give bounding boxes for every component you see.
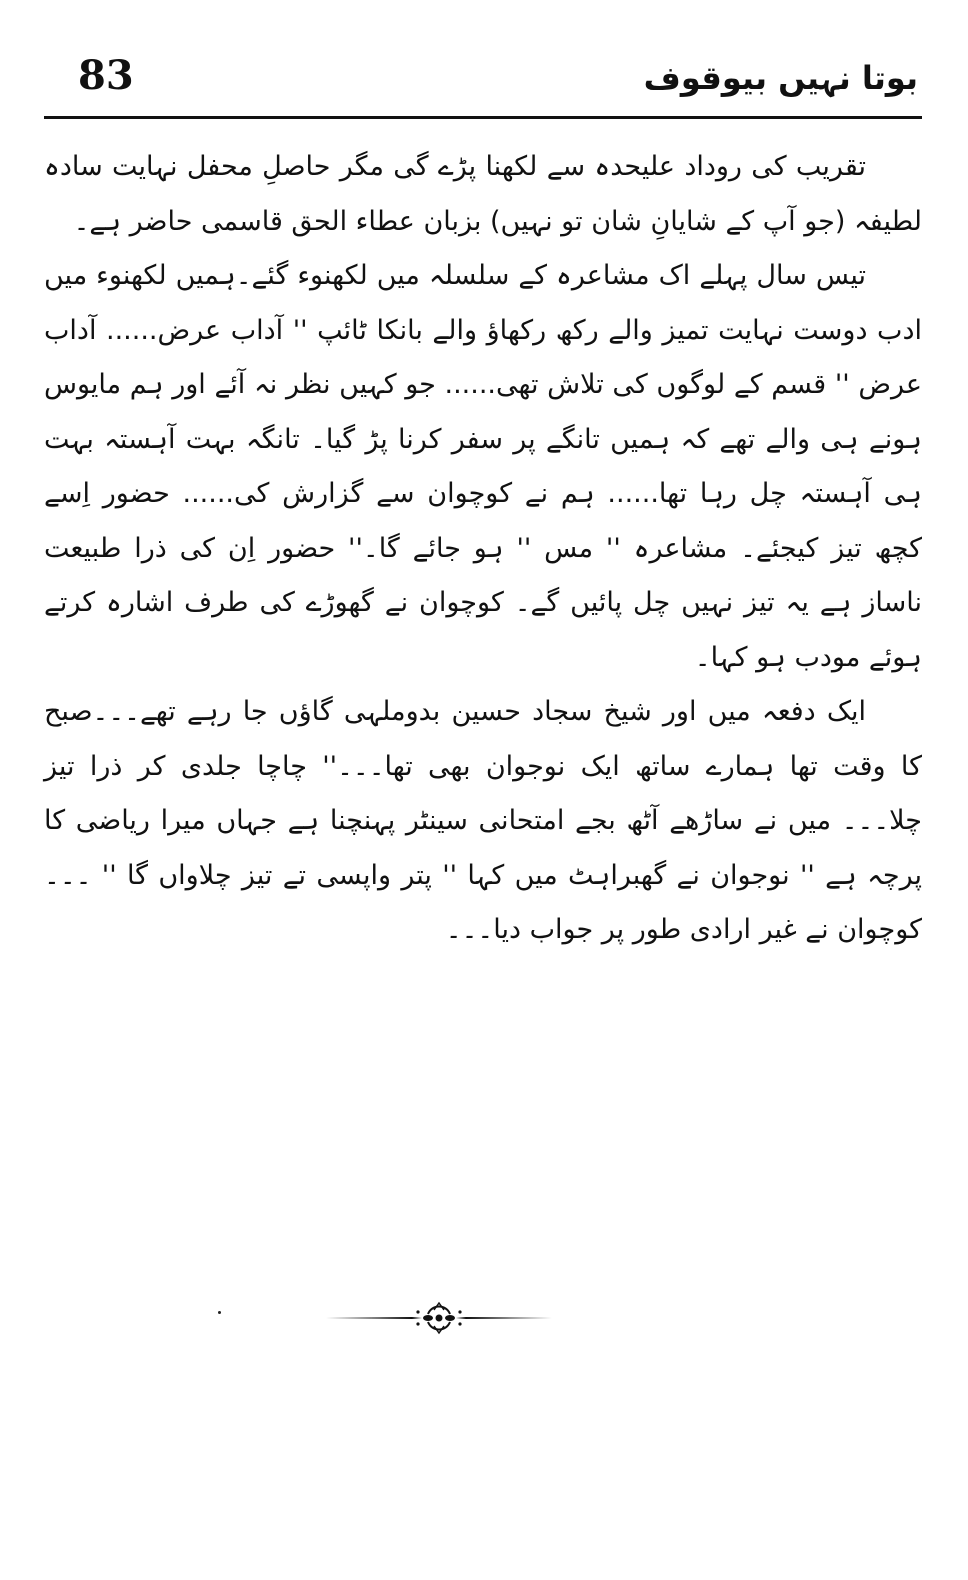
header-divider: [44, 116, 922, 119]
paragraph-2: تیس سال پہلے اک مشاعرہ کے سلسلہ میں لکھنوء گئے۔ہمیں لکھنوء میں ادب دوست نہایت تمیز والے رکھ رکھاؤ والے بانکا ٹائپ '' آداب عرض...... آداب عرض '' قسم کے لوگوں کی تلاش تھی...... جو کہیں نظر نہ آئے اور ہم مایوس ہونے ہی والے تھے کہ ہمیں تانگے پر سفر کرنا پڑ گیا۔ تانگہ بہت آہستہ بہت ہی آہستہ چل رہا تھا...... ہم نے کوچوان سے گزارش کی...... حضور اِسے کچھ تیز کیجئے۔ مشاعرہ '' مس '' ہو جائے گا۔'' حضور اِن کی ذرا طبیعت ناساز ہے یہ تیز نہیں چل پائیں گے۔ کوچوان نے گھوڑے کی طرف اشارہ کرتے ہوئے مودب ہو کہا۔: [44, 260, 922, 673]
paragraph-1: تقریب کی روداد علیحدہ سے لکھنا پڑے گی مگر حاصلِ محفل نہایت سادہ لطیفہ (جو آپ کے شایانِ شان تو نہیں) بزبان عطاء الحق قاسمی حاضر ہے۔: [44, 151, 922, 237]
paragraph-3: ایک دفعہ میں اور شیخ سجاد حسین بدوملہی گاؤں جا رہے تھے۔۔۔صبح کا وقت تھا ہمارے ساتھ ایک نوجوان بھی تھا۔۔۔'' چاچا جلدی کر ذرا تیز چلا۔۔۔ میں نے ساڑھے آٹھ بجے امتحانی سینٹر پہنچنا ہے جہاں میرا ریاضی کا پرچہ ہے '' نوجوان نے گھبراہٹ میں کہا '' پتر واپسی تے تیز چلاواں گا '' ۔۔۔کوچوان نے غیر ارادی طور پر جواب دیا۔۔۔: [44, 696, 922, 945]
running-title: بوتا نہیں بیوقوف: [643, 59, 918, 97]
page-number: 83: [78, 52, 134, 99]
page-header: [44, 48, 922, 114]
body-text: [44, 140, 922, 958]
print-speck: [218, 1311, 221, 1314]
flourish-ornament-icon: [324, 1298, 554, 1338]
